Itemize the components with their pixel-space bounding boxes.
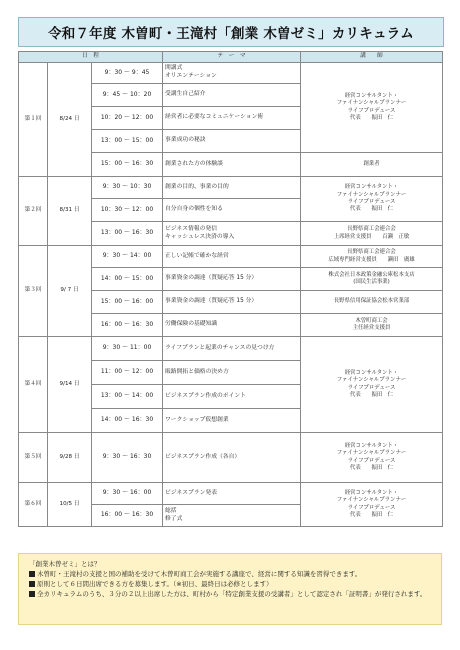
- time-slot: 15：00 〜 16：00: [92, 291, 163, 314]
- time-slot: 9：30 〜 14：00: [92, 246, 163, 268]
- time-slot: 9：30 〜 16：30: [92, 433, 163, 483]
- time-slot: 16：00 〜 16：30: [92, 314, 163, 337]
- time-slot: 10：30 〜 12：00: [92, 199, 163, 222]
- theme-cell: ビジネス情報の発信 キャッシュレス決済の導入: [163, 222, 301, 246]
- session-date: 8/31 日: [48, 177, 92, 246]
- session-date: 9/ 7 日: [48, 246, 92, 337]
- session-label: 第３回: [19, 246, 48, 337]
- curriculum-table: [18, 51, 443, 527]
- theme-cell: ライフプランと起業のチャンスの見つけ方: [163, 337, 301, 361]
- session-label: 第４回: [19, 337, 48, 433]
- info-heading: 「創業木曽ゼミ」とは？: [29, 560, 101, 568]
- time-slot: 13：00 〜 14：00: [92, 385, 163, 409]
- session-date: 9/14 日: [48, 337, 92, 433]
- info-bullet-text: 全カリキュラムのうち、３分の２以上出席した方は、町村から「特定創業支援の受講者」として認定され「証明書」が発行されます。: [37, 590, 427, 599]
- session-label: 第２回: [19, 177, 48, 246]
- theme-cell: 事業資金の調達（質疑応答 15 分）: [163, 268, 301, 291]
- table-row: [19, 483, 443, 505]
- theme-cell: 総括 修了式: [163, 505, 301, 527]
- session-label: 第６回: [19, 483, 48, 527]
- time-slot: 16：00 〜 16：30: [92, 505, 163, 527]
- time-slot: 13：00 〜 16：30: [92, 222, 163, 246]
- theme-cell: 創業の目的、事業の目的: [163, 177, 301, 199]
- theme-cell: 事業成功の秘訣: [163, 130, 301, 153]
- lecturer-cell: 経営コンサルタント・ ファイナンシャルプランナー ライフプロデュース 代表 振田 仁: [301, 337, 443, 433]
- theme-cell: ビジネスプラン作成（各自）: [163, 433, 301, 483]
- header-lecturer: 講 師: [301, 52, 443, 63]
- lecturer-cell: 創業者: [301, 153, 443, 177]
- lecturer-cell: 経営コンサルタント・ ファイナンシャルプランナー ライフプロデュース 代表 振田 仁: [301, 63, 443, 153]
- theme-cell: 事業資金の調達（質疑応答 15 分）: [163, 291, 301, 314]
- lecturer-cell: 木曽町商工会 主任経営支援員: [301, 314, 443, 337]
- header-theme: テ ー マ: [163, 52, 301, 63]
- table-row: [19, 177, 443, 199]
- time-slot: 10：20 〜 12：00: [92, 107, 163, 130]
- time-slot: 9：30 〜 10：30: [92, 177, 163, 199]
- theme-cell: 開講式 オリエンテーション: [163, 63, 301, 84]
- time-slot: 9：30 〜 16：00: [92, 483, 163, 505]
- table-header-row: [19, 52, 443, 63]
- lecturer-cell: 経営コンサルタント・ ファイナンシャルプランナー ライフプロデュース 代表 振田 仁: [301, 177, 443, 222]
- table-row: [19, 337, 443, 361]
- info-bullet-text: 木曽町・王滝村の支援と国の補助を受けて木曽町商工会が実施する講座で、経営に関する知識を習得できます。: [37, 570, 362, 579]
- session-date: 8/24 日: [48, 63, 92, 177]
- curriculum-title: 令和７年度 木曽町・王滝村「創業 木曽ゼミ」カリキュラム: [18, 17, 444, 47]
- info-bullet: [29, 569, 431, 579]
- session-date: 10/5 日: [48, 483, 92, 527]
- table-row: [19, 246, 443, 268]
- theme-cell: 創業された方の体験談: [163, 153, 301, 177]
- time-slot: 14：00 〜 15：00: [92, 268, 163, 291]
- time-slot: 9：30 〜 11：00: [92, 337, 163, 361]
- time-slot: 15：00 〜 16：30: [92, 153, 163, 177]
- session-date: 9/28 日: [48, 433, 92, 483]
- session-label: 第５回: [19, 433, 48, 483]
- lecturer-cell: 株式会社日本政策金融公庫松本支店 (国民生活事業): [301, 268, 443, 291]
- theme-cell: ビジネスプラン発表: [163, 483, 301, 505]
- square-bullet-icon: [29, 591, 35, 597]
- info-bullet: [29, 589, 431, 599]
- info-bullet: [29, 579, 431, 589]
- theme-cell: 販路開拓と価格の決め方: [163, 361, 301, 385]
- time-slot: 13：00 〜 15：00: [92, 130, 163, 153]
- lecturer-cell: 経営コンサルタント・ ファイナンシャルプランナー ライフプロデュース 代表 振田 仁: [301, 433, 443, 483]
- lecturer-cell: 経営コンサルタント・ ファイナンシャルプランナー ライフプロデュース 代表 振田 仁: [301, 483, 443, 527]
- theme-cell: 自分自身の個性を知る: [163, 199, 301, 222]
- square-bullet-icon: [29, 571, 35, 577]
- theme-cell: 正しい記帳で確かな経営: [163, 246, 301, 268]
- lecturer-cell: 長野県信用保証協会松本営業部: [301, 291, 443, 314]
- time-slot: 9：30 〜 9：45: [92, 63, 163, 84]
- square-bullet-icon: [29, 581, 35, 587]
- session-label: 第１回: [19, 63, 48, 177]
- header-date: 日 程: [19, 52, 163, 63]
- theme-cell: ビジネスプラン作成のポイント: [163, 385, 301, 409]
- time-slot: 14：00 〜 16：30: [92, 409, 163, 433]
- table-row: [19, 63, 443, 84]
- time-slot: 11：00 〜 12：00: [92, 361, 163, 385]
- lecturer-cell: 長野県商工会連合会 広域専門経営支援員 瀬田 廣雄: [301, 246, 443, 268]
- theme-cell: 経営者に必要なコミュニケーション術: [163, 107, 301, 130]
- theme-cell: 労働保険の基礎知識: [163, 314, 301, 337]
- theme-cell: ワークショップ仮想創業: [163, 409, 301, 433]
- lecturer-cell: 長野県商工会連合会 上席経営支援員 百瀬 正敏: [301, 222, 443, 246]
- time-slot: 9：45 〜 10：20: [92, 84, 163, 107]
- theme-cell: 受講生自己紹介: [163, 84, 301, 107]
- info-box: [18, 553, 442, 625]
- table-row: [19, 433, 443, 483]
- info-bullet-text: 原則として６日間出席できる方を募集します。（※初日、最終日は必修とします）: [37, 580, 273, 589]
